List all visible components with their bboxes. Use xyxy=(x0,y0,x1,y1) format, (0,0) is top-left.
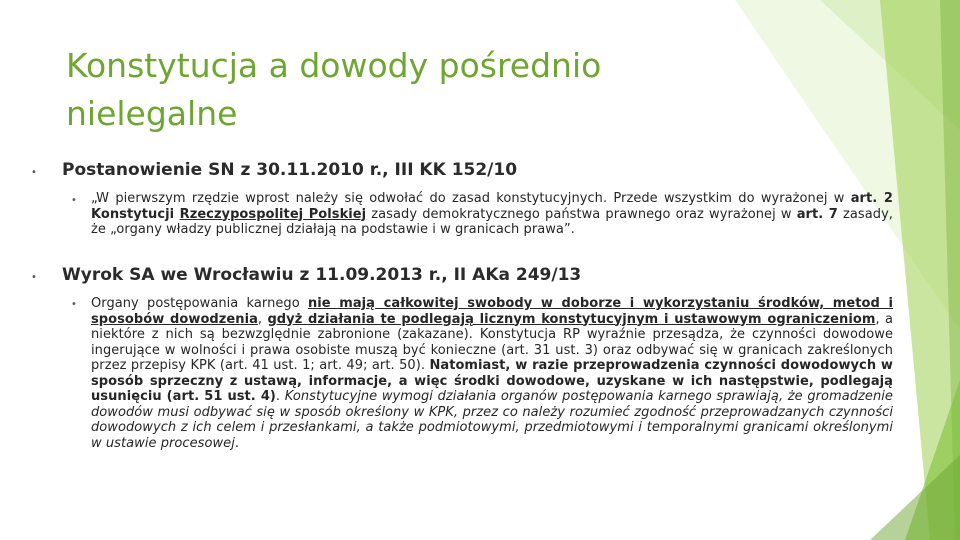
bullet-marker: • xyxy=(31,167,37,178)
bullet-marker: • xyxy=(31,272,37,283)
sub-bullet-marker: • xyxy=(71,299,77,310)
sub-bullet-marker: • xyxy=(71,195,77,206)
quote-paragraph: „W pierwszym rzędzie wprost należy się odwołać do zasad konstytucyjnych. Przede wszystkim do wyrażonej w art. 2 Konstytucji Rzeczypospolitej Polskiej zasady demokratycznego państwa prawnego oraz wyrażonej w art. 7 zasady, że „organy władzy publicznej działają na podstawie i w granicach prawa”. xyxy=(91,191,893,237)
judgment-paragraph: Organy postępowania karnego nie mają całkowitej swobody w doborze i wykorzystaniu środków, metod i sposobów dowodzenia, gdyż działania te podlegają licznym konstytucyjnym i ustawowym ograniczeniom, a niektóre z nich są bezwzględnie zabronione (zakazane). Konstytucja RP wyraźnie przesądza, że czynności dowodowe ingerujące w wolności i prawa osobiste muszą być konieczne (art. 31 ust. 3) oraz odbywać się w granicach zakreślonych przez przepisy KPK (art. 41 ust. 1; art. 49; art. 50). Natomiast, w razie przeprowadzenia czynności dowodowych w sposób sprzeczny z ustawą, informacje, a więc środki dowodowe, uzyskane w ich następstwie, podlegają usunięciu (art. 51 ust. 4). Konstytucyjne wymogi działania organów postępowania karnego sprawiają, że gromadzenie dowodów musi odbywać się w sposób określony w KPK, przez co należy rozumieć zgodność przeprowadzanych czynności dowodowych z ich celem i przesłankami, a także podmiotowymi, przedmiotowymi i temporalnymi granicami określonymi w ustawie procesowej. xyxy=(91,296,893,451)
bullet-heading: Wyrok SA we Wrocławiu z 11.09.2013 r., II AKa 249/13 xyxy=(62,265,582,285)
slide-title: Konstytucja a dowody pośrednio nielegalne xyxy=(66,46,602,133)
bullet-heading: Postanowienie SN z 30.11.2010 r., III KK 152/10 xyxy=(62,160,518,180)
